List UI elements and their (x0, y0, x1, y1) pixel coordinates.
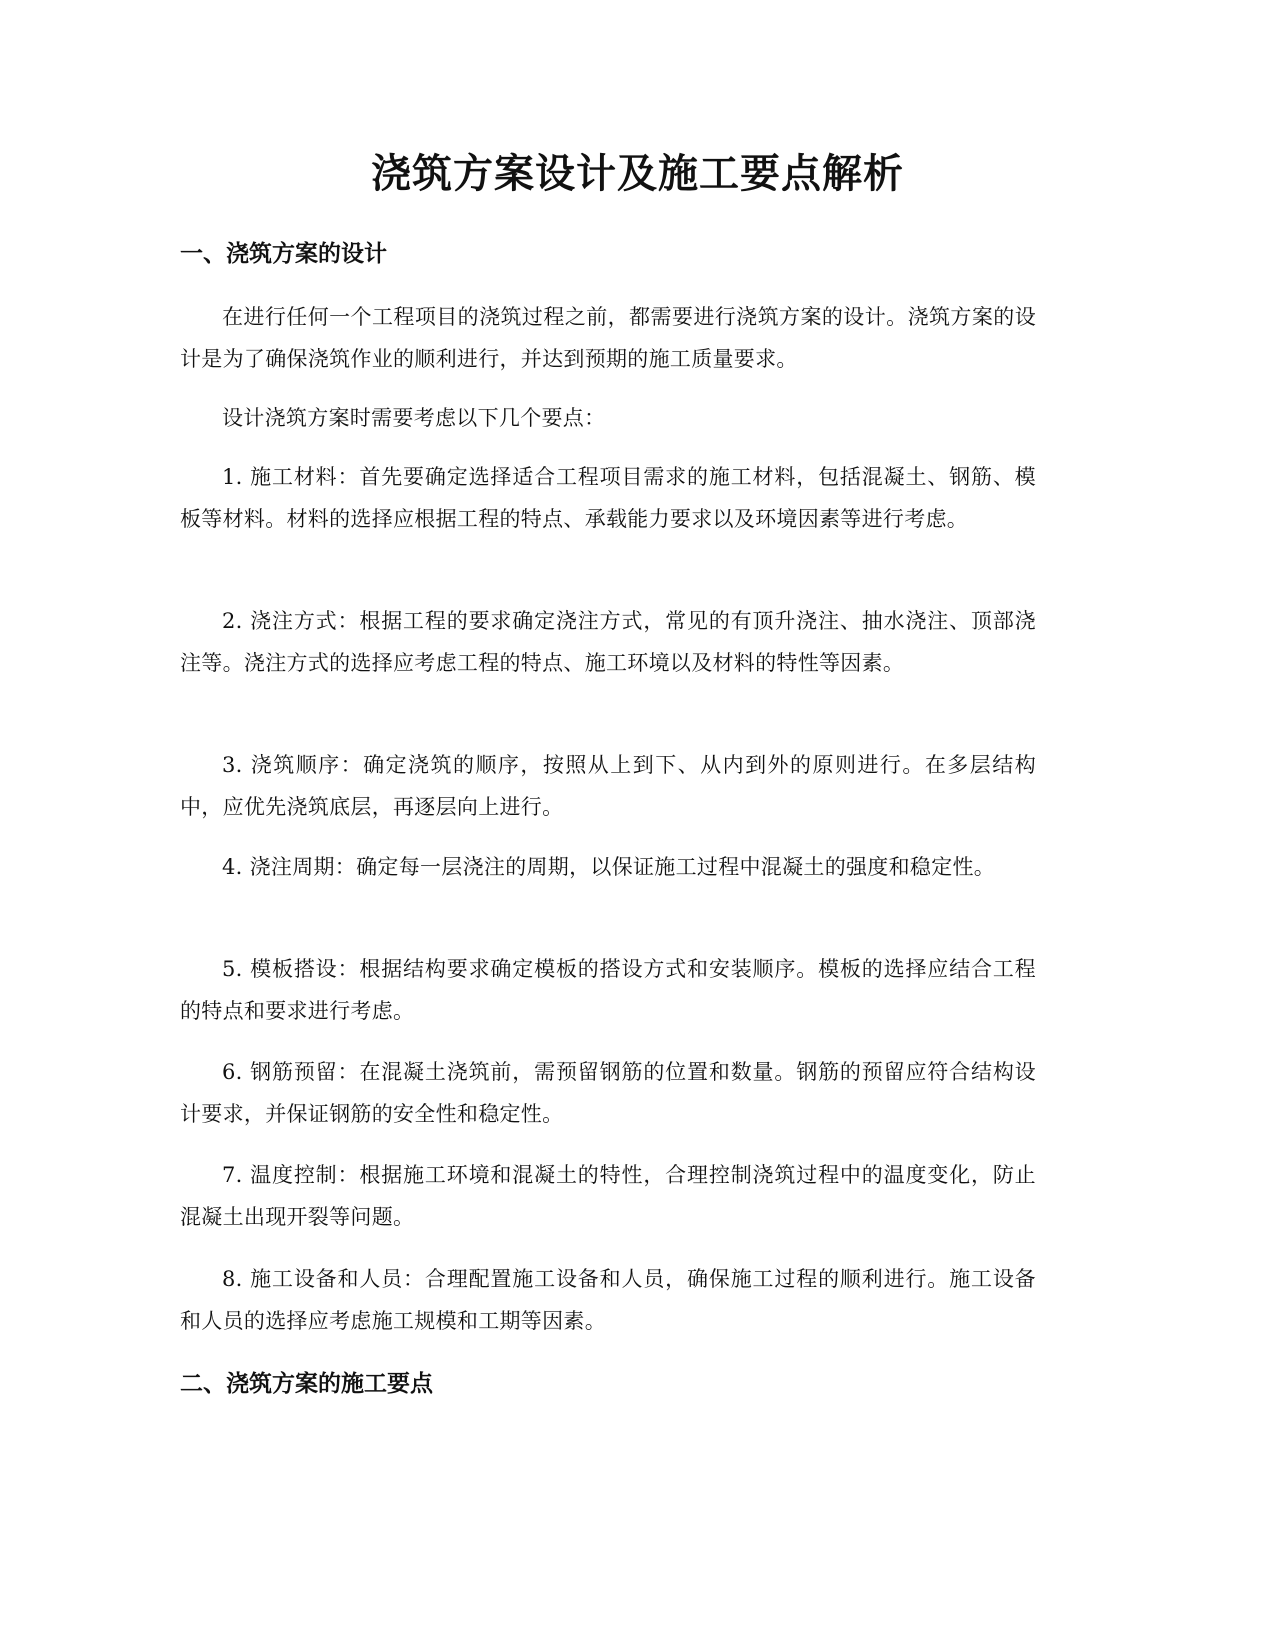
lead-paragraph: 设计浇筑方案时需要考虑以下几个要点： (222, 406, 606, 430)
list-item-pouring-order: 3. 浇筑顺序：确定浇筑的顺序，按照从上到下、从内到外的原则进行。在多层结构中，应优先浇筑底层，再逐层向上进行。 (180, 753, 1036, 819)
list-item-pouring-method: 2. 浇注方式：根据工程的要求确定浇注方式，常见的有顶升浇注、抽水浇注、顶部浇注等。浇注方式的选择应考虑工程的特点、施工环境以及材料的特性等因素。 (180, 609, 1036, 675)
section-heading-design: 一、浇筑方案的设计 (180, 241, 387, 267)
section-heading-construction: 二、浇筑方案的施工要点 (180, 1371, 433, 1397)
list-item-equipment-staff: 8. 施工设备和人员：合理配置施工设备和人员，确保施工过程的顺利进行。施工设备和人员的选择应考虑施工规模和工期等因素。 (180, 1267, 1036, 1333)
list-item-rebar: 6. 钢筋预留：在混凝土浇筑前，需预留钢筋的位置和数量。钢筋的预留应符合结构设计要求，并保证钢筋的安全性和稳定性。 (180, 1060, 1036, 1126)
list-item-materials: 1. 施工材料：首先要确定选择适合工程项目需求的施工材料，包括混凝土、钢筋、模板等材料。材料的选择应根据工程的特点、承载能力要求以及环境因素等进行考虑。 (180, 465, 1036, 531)
document-title: 浇筑方案设计及施工要点解析 (371, 151, 904, 197)
intro-paragraph: 在进行任何一个工程项目的浇筑过程之前，都需要进行浇筑方案的设计。浇筑方案的设计是为了确保浇筑作业的顺利进行，并达到预期的施工质量要求。 (180, 305, 1036, 371)
list-item-formwork: 5. 模板搭设：根据结构要求确定模板的搭设方式和安装顺序。模板的选择应结合工程的特点和要求进行考虑。 (180, 957, 1036, 1023)
list-item-temperature: 7. 温度控制：根据施工环境和混凝土的特性，合理控制浇筑过程中的温度变化，防止混凝土出现开裂等问题。 (180, 1163, 1036, 1229)
list-item-pouring-cycle: 4. 浇注周期：确定每一层浇注的周期，以保证施工过程中混凝土的强度和稳定性。 (222, 855, 996, 879)
